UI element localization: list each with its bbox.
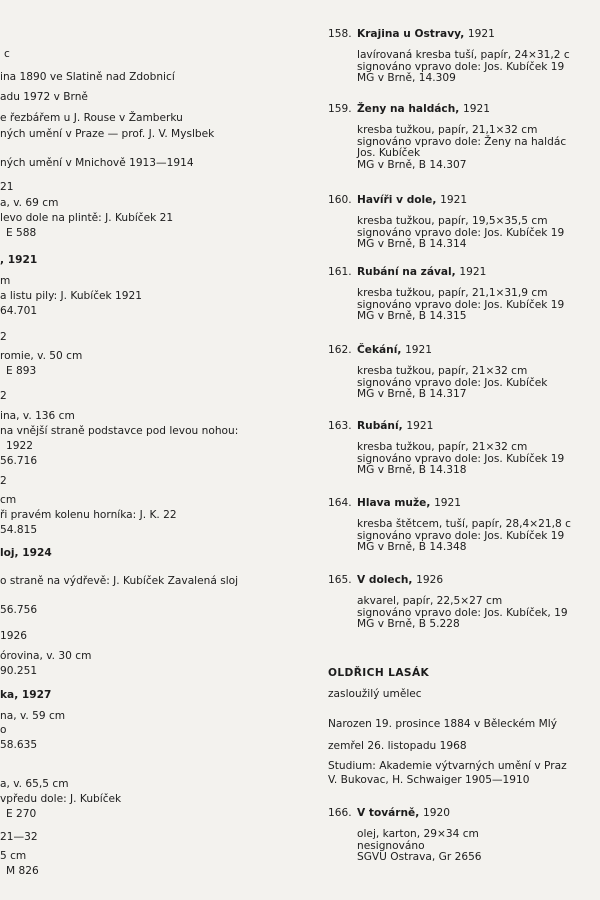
entry-title-text: Krajina u Ostravy, — [357, 28, 465, 40]
entry-detail-line: MG v Brně, B 14.318 — [357, 464, 467, 477]
entry-details — [357, 216, 564, 251]
left-line: adu 1972 v Brně — [0, 91, 88, 103]
entry-detail-line: lavírovaná kresba tuší, papír, 24×31,2 c — [357, 49, 570, 61]
left-line: cm — [0, 494, 17, 506]
entry-title-text: V dolech, — [357, 574, 413, 586]
entry-166-title — [357, 807, 450, 819]
left-line: romie, v. 50 cm — [0, 350, 83, 362]
artist-name: OLDŘICH LASÁK — [328, 667, 430, 679]
left-line: 2 — [0, 475, 7, 487]
entry-detail-line: MG v Brně, B 14.317 — [357, 388, 467, 401]
left-line: o — [0, 724, 7, 736]
artist-died: zemřel 26. listopadu 1968 — [328, 740, 467, 752]
entry-detail-line: kresba tužkou, papír, 21×32 cm — [357, 365, 528, 377]
entry-year: 1921 — [405, 344, 433, 356]
entry-detail-line: signováno vpravo dole: Jos. Kubíček 19 — [357, 226, 565, 239]
left-line: ných umění v Praze — prof. J. V. Myslbek — [0, 128, 215, 140]
left-line: , 1921 — [0, 254, 38, 266]
right-column — [328, 0, 600, 900]
entry-title — [357, 28, 495, 40]
left-line: na, v. 59 cm — [0, 710, 66, 722]
entry-detail-line: kresba tužkou, papír, 21×32 cm — [357, 441, 528, 453]
entry-title-text: Ženy na haldách, — [357, 103, 460, 115]
entry-166-detail-3: SGVU Ostrava, Gr 2656 — [357, 851, 482, 864]
left-line: 58.635 — [0, 739, 38, 751]
entry-detail-line: signováno vpravo dole: Jos. Kubíček 19 — [357, 452, 565, 465]
entry-title — [357, 420, 433, 432]
left-line: M 826 — [6, 865, 39, 877]
left-line: loj, 1924 — [0, 547, 52, 559]
entry-number: 161. — [328, 266, 352, 278]
artist-born: Narozen 19. prosince 1884 v Běleckém Mlý — [328, 718, 557, 730]
left-line: a listu pily: J. Kubíček 1921 — [0, 290, 143, 302]
left-line: 2 — [0, 331, 7, 343]
left-line: e řezbářem u J. Rouse v Žamberku — [0, 112, 183, 124]
entry-number: 159. — [328, 103, 352, 115]
left-line: órovina, v. 30 cm — [0, 650, 92, 662]
entry-detail-line: MG v Brně, B 14.307 — [357, 158, 467, 171]
left-line: 5 cm — [0, 850, 27, 862]
artist-subtitle: zasloužilý umělec — [328, 688, 422, 700]
entry-detail-line: MG v Brně, B 14.315 — [357, 310, 467, 323]
entry-166-year: 1920 — [422, 807, 450, 819]
entry-detail-line: MG v Brně, 14.309 — [357, 72, 456, 85]
left-line: a, v. 65,5 cm — [0, 778, 69, 790]
entry-detail-line: kresba tužkou, papír, 21,1×32 cm — [357, 124, 538, 136]
entry-title — [357, 344, 432, 356]
left-line: 1926 — [0, 630, 27, 642]
left-line: 54.815 — [0, 524, 38, 536]
entry-year: 1921 — [467, 28, 495, 40]
artist-studies-line-2: V. Bukovac, H. Schwaiger 1905—1910 — [328, 774, 530, 786]
entry-title — [357, 574, 443, 586]
entry-detail-line: signováno vpravo dole: Ženy na haldác — [357, 135, 567, 148]
left-line: 2 — [0, 390, 7, 402]
entry-166-number: 166. — [328, 807, 352, 819]
entry-title-text: Rubání, — [357, 420, 403, 432]
entry-year: 1921 — [406, 420, 434, 432]
entry-details — [357, 288, 564, 323]
entry-detail-line: signováno vpravo dole: Jos. Kubíček — [357, 376, 548, 389]
left-line: 64.701 — [0, 305, 38, 317]
left-line: vpředu dole: J. Kubíček — [0, 793, 122, 805]
entry-details — [357, 519, 571, 554]
entry-title — [357, 266, 486, 278]
entry-title-text: Hlava muže, — [357, 497, 431, 509]
entry-detail-line: signováno vpravo dole: Jos. Kubíček 19 — [357, 60, 565, 73]
entry-detail-line: MG v Brně, B 5.228 — [357, 618, 460, 631]
left-line: ných umění v Mnichově 1913—1914 — [0, 157, 194, 169]
entry-title — [357, 103, 490, 115]
left-line: E 270 — [6, 808, 37, 820]
entry-detail-line: MG v Brně, B 14.314 — [357, 238, 467, 251]
entry-year: 1921 — [440, 194, 468, 206]
left-line: ina 1890 ve Slatině nad Zdobnicí — [0, 71, 175, 83]
entry-166-detail-2: nesignováno — [357, 839, 425, 852]
left-line: E 588 — [6, 227, 37, 239]
entry-title-text: Rubání na zával, — [357, 266, 456, 278]
left-line: c — [4, 48, 10, 60]
entry-details — [357, 442, 564, 477]
entry-detail-line: kresba štětcem, tuší, papír, 28,4×21,8 c — [357, 518, 571, 530]
entry-details — [357, 50, 570, 85]
entry-number: 165. — [328, 574, 352, 586]
entry-year: 1926 — [416, 574, 444, 586]
entry-title-text: Havíři v dole, — [357, 194, 437, 206]
entry-detail-line: MG v Brně, B 14.348 — [357, 541, 467, 554]
left-line: m — [0, 275, 11, 287]
entry-detail-line: kresba tužkou, papír, 21,1×31,9 cm — [357, 287, 548, 299]
left-line: E 893 — [6, 365, 37, 377]
entry-detail-line: kresba tužkou, papír, 19,5×35,5 cm — [357, 215, 548, 227]
left-line: a, v. 69 cm — [0, 197, 59, 209]
left-line: o straně na výdřevě: J. Kubíček Zavalená sloj — [0, 575, 239, 587]
artist-studies-line-1: Studium: Akademie výtvarných umění v Praz — [328, 760, 567, 772]
entry-year: 1921 — [459, 266, 487, 278]
entry-year: 1921 — [434, 497, 462, 509]
left-line: ři pravém kolenu horníka: J. K. 22 — [0, 509, 177, 521]
entry-number: 163. — [328, 420, 352, 432]
left-line: 21—32 — [0, 831, 38, 843]
left-line: levo dole na plintě: J. Kubíček 21 — [0, 212, 174, 224]
entry-title-text: Čekání, — [357, 344, 402, 356]
entry-details — [357, 366, 547, 401]
entry-number: 164. — [328, 497, 352, 509]
left-line: na vnější straně podstavce pod levou nohou: — [0, 425, 239, 437]
entry-detail-line: Jos. Kubíček — [357, 147, 421, 160]
entry-number: 160. — [328, 194, 352, 206]
entry-details — [357, 125, 566, 171]
entry-title — [357, 194, 467, 206]
entry-detail-line: signováno vpravo dole: Jos. Kubíček, 19 — [357, 606, 568, 619]
left-line: 21 — [0, 181, 14, 193]
entry-title — [357, 497, 461, 509]
left-line: 90.251 — [0, 665, 38, 677]
left-line: 56.716 — [0, 455, 38, 467]
left-line: 1922 — [6, 440, 33, 452]
left-line: ina, v. 136 cm — [0, 410, 75, 422]
entry-details — [357, 596, 568, 631]
entry-detail-line: signováno vpravo dole: Jos. Kubíček 19 — [357, 298, 565, 311]
entry-detail-line: akvarel, papír, 22,5×27 cm — [357, 595, 503, 607]
left-line: ka, 1927 — [0, 689, 52, 701]
entry-number: 162. — [328, 344, 352, 356]
entry-detail-line: signováno vpravo dole: Jos. Kubíček 19 — [357, 529, 565, 542]
entry-166-title-text: V továrně, — [357, 807, 420, 819]
left-line: 56.756 — [0, 604, 38, 616]
entry-number: 158. — [328, 28, 352, 40]
entry-166-detail-1: olej, karton, 29×34 cm — [357, 828, 479, 840]
entry-166-details — [357, 829, 482, 864]
entry-year: 1921 — [462, 103, 490, 115]
